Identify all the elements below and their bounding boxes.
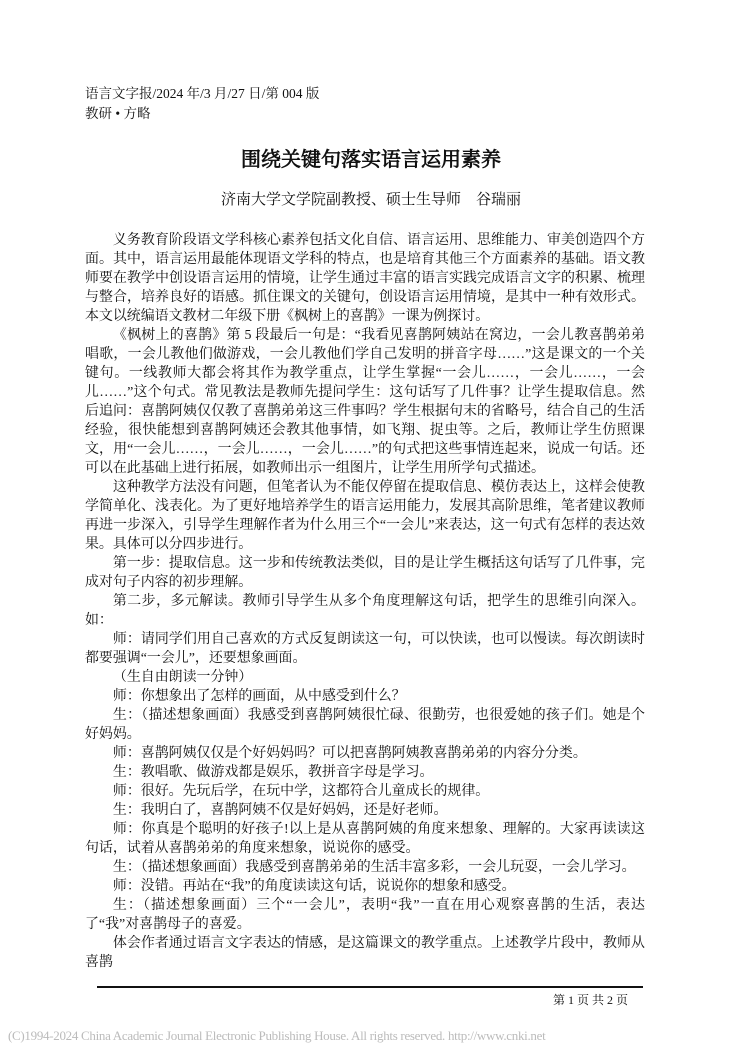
paragraph: 师：没错。再站在“我”的角度读读这句话，说说你的想象和感受。 [112, 879, 516, 894]
paragraph: （生自由朗读一分钟） [112, 670, 253, 685]
paragraph: 生：（描述想象画面）我感受到喜鹊阿姨很忙碌、很勤劳，也很爱她的孩子们。她是个好妈妈。 [85, 708, 645, 742]
column-name: 教研 • 方略 [85, 106, 151, 121]
paragraph: 师：你想象出了怎样的画面，从中感受到什么？ [112, 689, 406, 704]
paragraph: 第二步，多元解读。教师引导学生从多个角度理解这句话，把学生的思维引向深入。如： [85, 594, 645, 628]
footer-divider [97, 986, 643, 988]
paragraph: 体会作者通过语言文字表达的情感，是这篇课文的教学重点。上述教学片段中，教师从喜鹊 [85, 936, 645, 970]
source-line: 语言文字报/2024 年/3 月/27 日/第 004 版 [85, 86, 320, 101]
paragraph: 师：很好。先玩后学，在玩中学，这都符合儿童成长的规律。 [112, 784, 490, 799]
paragraph: 《枫树上的喜鹊》第 5 段最后一句是：“我看见喜鹊阿姨站在窝边，一会儿教喜鹊弟弟唱歌，一会儿教他们做游戏，一会儿教他们学自己发明的拼音字母……”这是课文的一个关键句。一线教师大都会将其作为教学重点，让学生掌握“一会儿……，一会儿……，一会儿……”这个句式。常见教法是教师先提问学生：这句话写了几件事？让学生提取信息。然后追问：喜鹊阿姨仅仅教了喜鹊弟弟这三件事吗？学生根据句末的省略号，结合自己的生活经验，很快能想到喜鹊阿姨还会教其他事情，如飞翔、捉虫等。之后，教师让学生仿照课文，用“一会儿……，一会儿……，一会儿……”的句式把这些事情连起来，说成一句话。还可以在此基础上进行拓展，如教师出示一组图片，让学生用所学句式描述。 [85, 328, 645, 476]
article-author: 济南大学文学院副教授、硕士生导师 谷瑞丽 [220, 192, 521, 208]
paragraph: 生：教唱歌、做游戏都是娱乐，教拼音字母是学习。 [112, 765, 434, 780]
paragraph: 义务教育阶段语文学科核心素养包括文化自信、语言运用、思维能力、审美创造四个方面。其中，语言运用最能体现语文学科的特点，也是培育其他三个方面素养的基础。语文教师要在教学中创设语言运用的情境，让学生通过丰富的语言实践完成语言文字的积累、梳理与整合，培养良好的语感。抓住课文的关键句，创设语言运用情境，是其中一种有效形式。本文以统编语文教材二年级下册《枫树上的喜鹊》一课为例探讨。 [85, 233, 645, 324]
paragraph: 第一步：提取信息。这一步和传统教法类似，目的是让学生概括这句话写了几件事，完成对句子内容的初步理解。 [85, 556, 645, 590]
paragraph: 师：请同学们用自己喜欢的方式反复朗读这一句，可以快读，也可以慢读。每次朗读时都要强调“一会儿”，还要想象画面。 [85, 632, 645, 666]
paragraph: 师：你真是个聪明的好孩子!以上是从喜鹊阿姨的角度来想象、理解的。大家再读读这句话，试着从喜鹊弟弟的角度来想象，说说你的感受。 [85, 822, 645, 856]
paragraph: 生：我明白了，喜鹊阿姨不仅是好妈妈，还是好老师。 [112, 803, 448, 818]
paragraph: 师：喜鹊阿姨仅仅是个好妈妈吗？可以把喜鹊阿姨教喜鹊弟弟的内容分分类。 [112, 746, 587, 761]
copyright-notice: (C)1994-2024 China Academic Journal Electronic Publishing House. All rights reserved. http://www.cnki.net [8, 1028, 546, 1043]
article-body [85, 231, 645, 972]
paragraph: 这种教学方法没有问题，但笔者认为不能仅停留在提取信息、模仿表达上，这样会使教学简单化、浅表化。为了更好地培养学生的语言运用能力，发展其高阶思维，笔者建议教师再进一步深入，引导学生理解作者为什么用三个“一会儿”来表达，这一句式有怎样的表达效果。具体可以分四步进行。 [85, 480, 645, 552]
article-title: 围绕关键句落实语言运用素养 [241, 147, 501, 171]
page-number: 第 1 页 共 2 页 [552, 993, 628, 1007]
paragraph: 生：（描述想象画面）我感受到喜鹊弟弟的生活丰富多彩，一会儿玩耍，一会儿学习。 [112, 860, 636, 875]
paragraph: 生：（描述想象画面）三个“一会儿”，表明“我”一直在用心观察喜鹊的生活，表达了“我”对喜鹊母子的喜爱。 [85, 898, 645, 932]
